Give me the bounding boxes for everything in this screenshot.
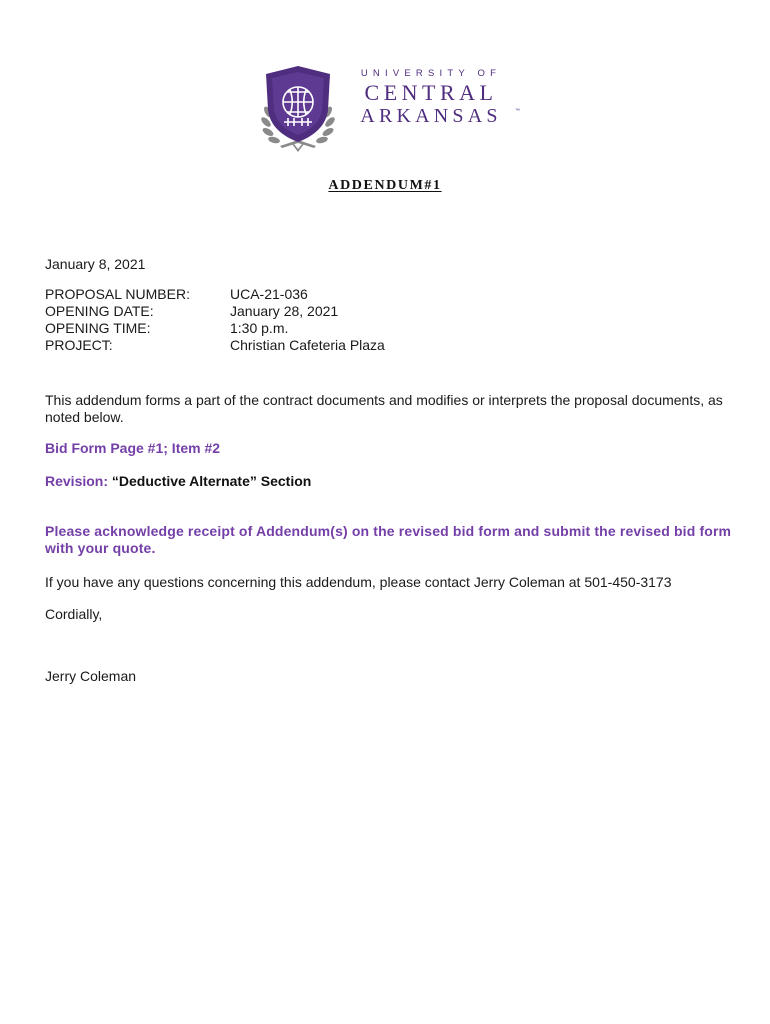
info-label: PROPOSAL NUMBER:	[45, 286, 190, 302]
addendum-description: This addendum forms a part of the contract documents and modifies or interprets the proposal documents, as noted below.	[45, 392, 723, 425]
revision-value: “Deductive Alternate” Section	[111, 473, 312, 489]
info-row-proposal-number	[45, 286, 530, 303]
logo-trademark: ™	[515, 108, 520, 114]
document-heading	[0, 178, 770, 194]
info-value: January 28, 2021	[230, 303, 339, 319]
info-row-project	[45, 337, 530, 354]
revision-line	[45, 473, 311, 490]
info-row-opening-date	[45, 303, 530, 320]
info-value: UCA-21-036	[230, 286, 308, 302]
contact-paragraph: If you have any questions concerning this addendum, please contact Jerry Coleman at 501-450-3173	[45, 574, 672, 590]
revision-label: Revision:	[45, 473, 109, 489]
info-value: 1:30 p.m.	[230, 320, 289, 336]
info-label: PROJECT:	[45, 337, 113, 353]
info-label: OPENING DATE:	[45, 303, 154, 319]
bid-form-reference: Bid Form Page #1; Item #2	[45, 440, 221, 456]
document-date: January 8, 2021	[45, 256, 146, 272]
signature-name: Jerry Coleman	[45, 668, 137, 684]
logo-line-central: CENTRAL	[364, 80, 498, 105]
logo-line-university-of: UNIVERSITY OF	[360, 68, 502, 79]
closing-salutation: Cordially,	[45, 606, 103, 622]
acknowledge-notice: Please acknowledge receipt of Addendum(s) on the revised bid form and submit the revised bid form with your quote.	[45, 523, 732, 556]
info-value: Christian Cafeteria Plaza	[230, 337, 385, 353]
logo-wordmark	[346, 68, 520, 127]
proposal-info-table	[45, 286, 530, 354]
university-logo	[258, 62, 518, 158]
info-label: OPENING TIME:	[45, 320, 151, 336]
shield-crest-icon	[258, 62, 338, 154]
logo-line-arkansas: ARKANSAS	[360, 105, 502, 127]
addendum-title: ADDENDUM#1	[328, 178, 442, 193]
info-row-opening-time	[45, 320, 530, 337]
